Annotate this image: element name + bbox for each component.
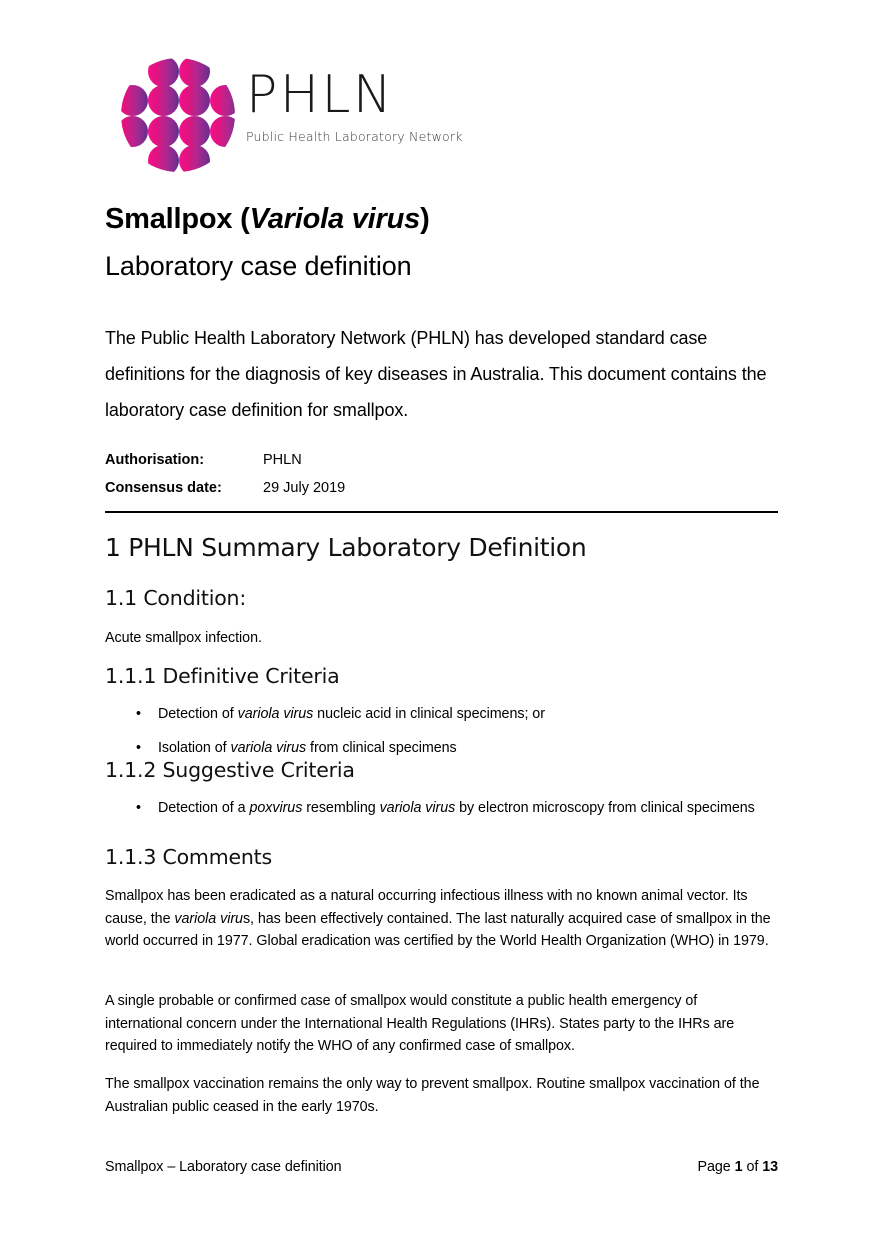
page-title bbox=[105, 203, 430, 236]
footer-page-indicator bbox=[697, 1159, 778, 1175]
phln-wordmark bbox=[246, 65, 463, 144]
page-title-prefix: Smallpox ( bbox=[105, 203, 250, 235]
comment-paragraph-2: A single probable or confirmed case of smallpox would constitute a public health emergency of international concern under the International Health Regulations (IHRs). States party to the IHRs are required to immediately notify the WHO of any confirmed case of smallpox. bbox=[105, 993, 735, 1054]
consensus-date-label: Consensus date: bbox=[105, 480, 222, 496]
list-item-poxvirus: poxvirus bbox=[249, 800, 303, 816]
page-title-species: Variola virus bbox=[249, 203, 421, 235]
heading-section-1-1-2: 1.1.2 Suggestive Criteria bbox=[105, 758, 355, 782]
list-item-species: variola virus bbox=[237, 706, 314, 722]
phln-wordmark-text: PHLN bbox=[246, 65, 395, 125]
heading-section-1: 1 PHLN Summary Laboratory Definition bbox=[105, 533, 587, 562]
condition-text: Acute smallpox infection. bbox=[105, 630, 262, 646]
comment-1-species: variola viru bbox=[174, 910, 243, 927]
intro-paragraph: The Public Health Laboratory Network (PHLN) has developed standard case definitions for the diagnosis of key diseases in Australia. This document contains the laboratory case definition for smallpox. bbox=[105, 328, 767, 420]
authorisation-value: PHLN bbox=[263, 452, 302, 468]
consensus-date-value: 29 July 2019 bbox=[263, 480, 346, 496]
heading-section-1-1: 1.1 Condition: bbox=[105, 586, 247, 610]
page-subtitle: Laboratory case definition bbox=[105, 251, 412, 281]
bullet-dot-icon: • bbox=[136, 706, 141, 722]
footer-page-number: 1 bbox=[734, 1159, 743, 1175]
footer-page-total: 13 bbox=[762, 1159, 778, 1175]
list-item-pre: Isolation of bbox=[158, 739, 231, 756]
horizontal-divider bbox=[105, 511, 778, 513]
footer-page-mid: of bbox=[742, 1159, 763, 1175]
list-item-species: variola virus bbox=[379, 800, 456, 816]
comment-1-pre: Smallpox has been eradicated as a natural occurring infectious illness with no known animal vector. Its cause, the bbox=[105, 888, 748, 927]
page-title-suffix: ) bbox=[420, 203, 430, 235]
bullet-dot-icon: • bbox=[136, 739, 141, 756]
phln-logo bbox=[118, 55, 463, 175]
phln-logo-mark-icon bbox=[118, 55, 238, 175]
comment-1-post: s, has been effectively contained. The last naturally acquired case of smallpox in the world occurred in 1977. Global eradication was certified by the World Health Organization (WHO) in 1979. bbox=[105, 910, 771, 949]
suggestive-criteria-list bbox=[105, 797, 775, 820]
heading-section-1-1-1: 1.1.1 Definitive Criteria bbox=[105, 664, 340, 688]
list-item-mid: resembling bbox=[302, 800, 380, 816]
list-item bbox=[105, 703, 775, 726]
metadata-block bbox=[105, 446, 605, 502]
list-item-post: by electron microscopy from clinical specimens bbox=[455, 800, 755, 816]
list-item-pre: Detection of bbox=[158, 706, 238, 722]
footer-document-name: Smallpox – Laboratory case definition bbox=[105, 1159, 342, 1175]
comment-paragraph-1 bbox=[105, 885, 775, 953]
list-item bbox=[105, 737, 775, 760]
metadata-row-consensus-date bbox=[105, 474, 605, 502]
authorisation-label: Authorisation: bbox=[105, 452, 205, 468]
list-item-species: variola virus bbox=[230, 739, 307, 756]
phln-tagline: Public Health Laboratory Network bbox=[246, 129, 463, 144]
list-item-post: from clinical specimens bbox=[306, 739, 457, 756]
comment-paragraph-3: The smallpox vaccination remains the only way to prevent smallpox. Routine smallpox vaccination of the Australian public ceased in the early 1970s. bbox=[105, 1076, 760, 1115]
bullet-dot-icon: • bbox=[136, 800, 141, 816]
list-item-pre: Detection of a bbox=[158, 800, 250, 816]
definitive-criteria-list bbox=[105, 703, 775, 759]
heading-section-1-1-3: 1.1.3 Comments bbox=[105, 845, 272, 869]
metadata-row-authorisation bbox=[105, 446, 605, 474]
list-item-post: nucleic acid in clinical specimens; or bbox=[313, 706, 545, 722]
page-footer bbox=[105, 1159, 778, 1175]
list-item bbox=[105, 797, 775, 820]
footer-page-prefix: Page bbox=[697, 1159, 735, 1175]
